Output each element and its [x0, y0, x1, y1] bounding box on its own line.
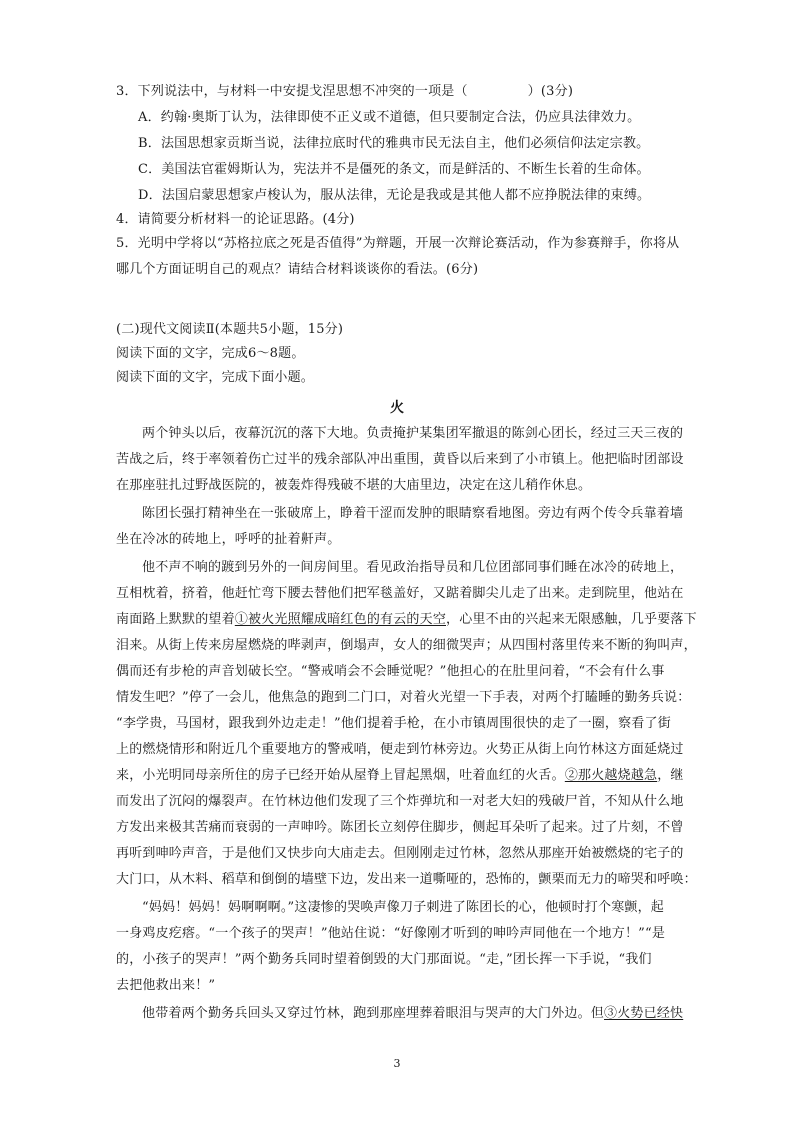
- story-p3-line-6: 情发生吧？”停了一会儿，他焦急的跑到二门口，对着火光望一下手表，对两个打瞌睡的勤务兵说：: [116, 690, 691, 705]
- story-p4-line-1: “妈妈！妈妈！妈啊啊啊。”这凄惨的哭唤声像刀子刺进了陈团长的心，他顿时打个寒颤，起: [142, 900, 664, 915]
- section-heading: (二)现代文阅读Ⅱ(本题共5小题，15分): [116, 322, 344, 337]
- question-4: 4．请简要分析材料一的论证思路。(4分): [116, 212, 355, 227]
- story-p3-line-1: 他不声不响的踱到另外的一间房间里。看见政治指导员和几位团部同事们睡在冰冷的砖地上，: [142, 560, 684, 575]
- story-p3-line-4: 泪来。从街上传来房屋燃烧的哔剥声，倒塌声，女人的细微哭声；从四围村落里传来不断的狗叫声，: [116, 638, 697, 653]
- story-p3-line-11: 方发出来极其苦痛而衰弱的一声呻吟。陈团长立刻停住脚步，侧起耳朵听了起来。过了片刻，不曾: [116, 820, 684, 835]
- story-p3-line-10: 而发出了沉闷的爆裂声。在竹林边他们发现了三个炸弹坑和一对老大妇的残破尸首，不知从什么地: [116, 794, 684, 809]
- underlined-phrase-2: ②那火越烧越急: [564, 768, 658, 783]
- question-3-option-b: B．法国思想家贡斯当说，法律拉底时代的雅典市民无法自主，他们必须信仰法定宗教。: [138, 136, 650, 151]
- question-5-line-2: 哪几个方面证明自己的观点？请结合材料谈谈你的看法。(6分): [116, 262, 479, 277]
- question-3-option-d: D．法国启蒙思想家卢梭认为，服从法律，无论是我或是其他人都不应挣脱法律的束缚。: [138, 188, 651, 203]
- section-instruction-1: 阅读下面的文字，完成6～8题。: [116, 346, 305, 361]
- underlined-phrase-1: ①被火光照耀成暗红色的有云的天空: [234, 612, 447, 627]
- story-p3-line-3-a: 南面路上默默的望着: [116, 612, 235, 627]
- story-p3-line-13: 大门口，从木料、稻草和倒倒的墙壁下边，发出来一道嘶哑的，恐怖的，颤栗而无力的啼哭和呼唤：: [116, 872, 697, 887]
- story-p3-line-9-b: ，继: [657, 768, 684, 783]
- question-3-stem-b: ）(3分): [527, 84, 574, 99]
- story-p3-line-9: [116, 766, 716, 786]
- story-p4-line-3: 的，小孩子的哭声！”两个勤务兵同时望着倒毁的大门那面说。“走，”团长挥一下手说，“我们: [116, 952, 652, 967]
- story-p3-line-5: 偶而还有步枪的声音划破长空。“警戒哨会不会睡觉呢？”他担心的在肚里问着，“不会有什么事: [116, 664, 665, 679]
- question-3-option-a: A．约翰·奥斯丁认为，法律即使不正义或不道德，但只要制定合法，仍应具法律效力。: [138, 110, 641, 125]
- story-p4-line-2: 一身鸡皮疙瘩。“一个孩子的哭声！”他站住说：“好像刚才听到的呻吟声同他在一个地方！”“是: [116, 926, 666, 941]
- story-p5-line-1: [142, 1004, 742, 1024]
- story-p1-line-2: 苦战之后，终于率领着伤亡过半的残余部队冲出重围，黄昏以后来到了小市镇上。他把临时团部设: [116, 452, 684, 467]
- story-p3-line-2: 互相枕着，挤着，他赶忙弯下腰去替他们把军毯盖好，又踮着脚尖儿走了出来。走到院里，他站在: [116, 586, 684, 601]
- story-p1-line-1: 两个钟头以后，夜幕沉沉的落下大地。负责掩护某集团军撤退的陈剑心团长，经过三天三夜的: [142, 426, 684, 441]
- underlined-phrase-3: ③火势已经快: [604, 1006, 684, 1021]
- story-p3-line-7: “李学贵，马国材，跟我到外边走走！”他们提着手枪，在小市镇周围很快的走了一圈，察看了街: [116, 716, 671, 731]
- page-number: 3: [393, 1057, 401, 1070]
- story-p3-line-12: 再听到呻吟声音，于是他们又快步向大庙走去。但刚刚走过竹林，忽然从那座开始被燃烧的宅子的: [116, 846, 684, 861]
- story-p3-line-8: 上的燃烧情形和附近几个重要地方的警戒哨，便走到竹林旁边。火势正从街上向竹林这方面延烧过: [116, 742, 684, 757]
- story-p3-line-3: [116, 610, 716, 630]
- question-3-option-c: C．美国法官霍姆斯认为，宪法并不是僵死的条文，而是鲜活的、不断生长着的生命体。: [138, 162, 650, 177]
- story-p1-line-3: 在那座驻扎过野战医院的，被轰炸得残破不堪的大庙里边，决定在这儿稍作休息。: [116, 478, 592, 493]
- story-p4-line-4: 去把他救出来！”: [116, 978, 216, 993]
- story-p5-line-1-a: 他带着两个勤务兵回头又穿过竹林，跑到那座埋葬着眼泪与哭声的大门外边。但: [142, 1006, 605, 1021]
- question-5-line-1: 5．光明中学将以“苏格拉底之死是否值得”为辩题，开展一次辩论赛活动，作为参赛辩手，你将从: [116, 236, 680, 251]
- story-p3-line-3-b: ，心里不由的兴起来无限感触，几乎要落下: [446, 612, 697, 627]
- story-p2-line-2: 坐在冷冰的砖地上，呼呼的扯着鼾声。: [116, 532, 341, 547]
- story-title: 火: [390, 400, 404, 416]
- story-p3-line-9-a: 来，小光明同母亲所住的房子已经开始从屋脊上冒起黑烟，吐着血红的火舌。: [116, 768, 565, 783]
- question-3-stem-a: 3．下列说法中，与材料一中安提戈涅思想不冲突的一项是（: [116, 84, 468, 99]
- story-p2-line-1: 陈团长强打精神坐在一张破席上，睁着干涩而发肿的眼睛察看地图。旁边有两个传令兵靠着墙: [142, 506, 684, 521]
- question-3-stem: [116, 82, 716, 102]
- section-instruction-2: 阅读下面的文字，完成下面小题。: [116, 370, 315, 385]
